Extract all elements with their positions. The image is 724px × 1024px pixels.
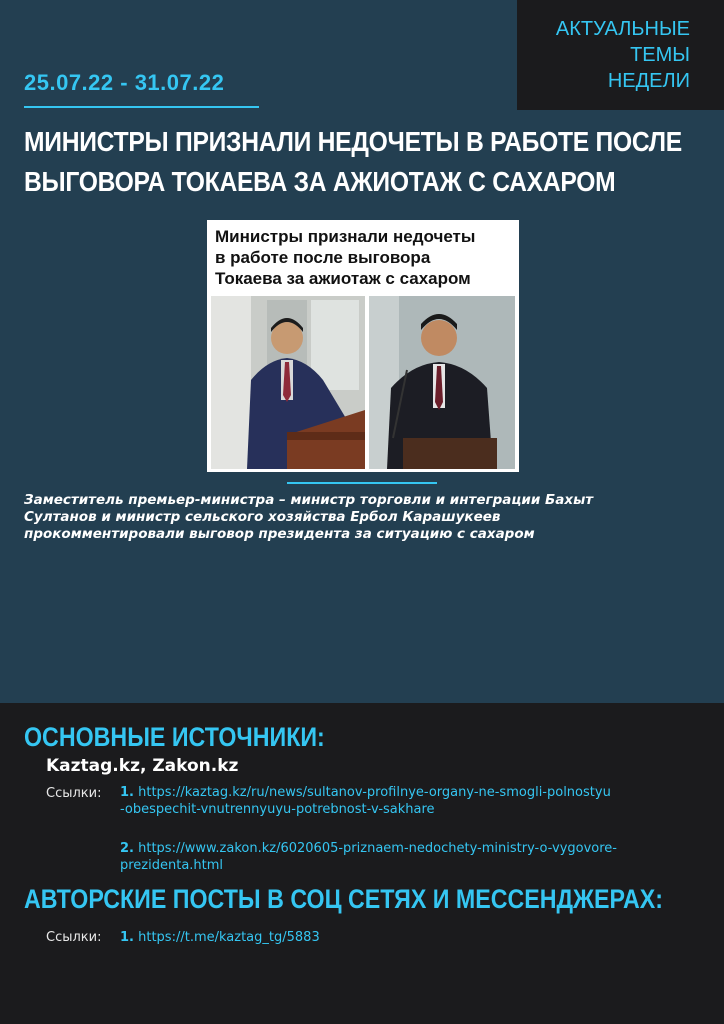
main-sources-names: Kaztag.kz, Zakon.kz [46,756,239,776]
news-photo [207,220,519,472]
link-1-url-line-2[interactable]: -obespechit-vnutrennyuyu-potrebnost-v-sakhare [120,802,435,817]
source-link-1[interactable] [120,784,710,818]
main-sources-title: ОСНОВНЫЕ ИСТОЧНИКИ: [24,722,325,752]
link-1-number: 1. [120,785,134,800]
date-range: 25.07.22 - 31.07.22 [24,70,225,95]
social-links-label: Ссылки: [46,930,102,945]
link-2-url-line-2[interactable]: prezidenta.html [120,858,224,873]
social-posts-title: АВТОРСКИЕ ПОСТЫ В СОЦ СЕТЯХ И МЕССЕНДЖЕРАХ: [24,884,663,914]
badge-line-2: НЕДЕЛИ [607,70,690,92]
caption-line-1: Заместитель премьер-министра – министр торговли и интеграции Бахыт [24,492,594,508]
link-1-url-line-1[interactable]: https://kaztag.kz/ru/news/sultanov-profilnye-organy-ne-smogli-polnostyu [138,785,611,800]
headline-line-2: ВЫГОВОРА ТОКАЕВА ЗА АЖИОТАЖ С САХАРОМ [24,166,616,197]
caption-line-3: прокомментировали выговор президента за ситуацию с сахаром [24,526,535,542]
main-links-label: Ссылки: [46,786,102,801]
photo-caption [24,492,704,543]
page-headline [24,122,682,202]
link-2-number: 2. [120,841,134,856]
link-2-url-line-1[interactable]: https://www.zakon.kz/6020605-priznaem-nedochety-ministry-o-vygovore- [138,841,617,856]
social-link-1[interactable] [120,929,710,946]
badge-line-1: АКТУАЛЬНЫЕ ТЕМЫ [555,18,690,66]
photo-title-line-2: в работе после выговора [215,248,431,267]
photo-title-line-3: Токаева за ажиотаж с сахаром [215,269,471,288]
date-underline [24,106,259,108]
photo-title [215,226,515,289]
caption-line-2: Султанов и министр сельского хозяйства Ербол Карашукеев [24,509,501,525]
social-link-1-url[interactable]: https://t.me/kaztag_tg/5883 [138,930,320,945]
caption-divider [287,482,437,484]
topic-badge [517,0,724,110]
photo-title-line-1: Министры признали недочеты [215,227,476,246]
social-link-1-number: 1. [120,930,134,945]
source-link-2[interactable] [120,840,710,874]
headline-line-1: МИНИСТРЫ ПРИЗНАЛИ НЕДОЧЕТЫ В РАБОТЕ ПОСЛЕ [24,126,682,157]
